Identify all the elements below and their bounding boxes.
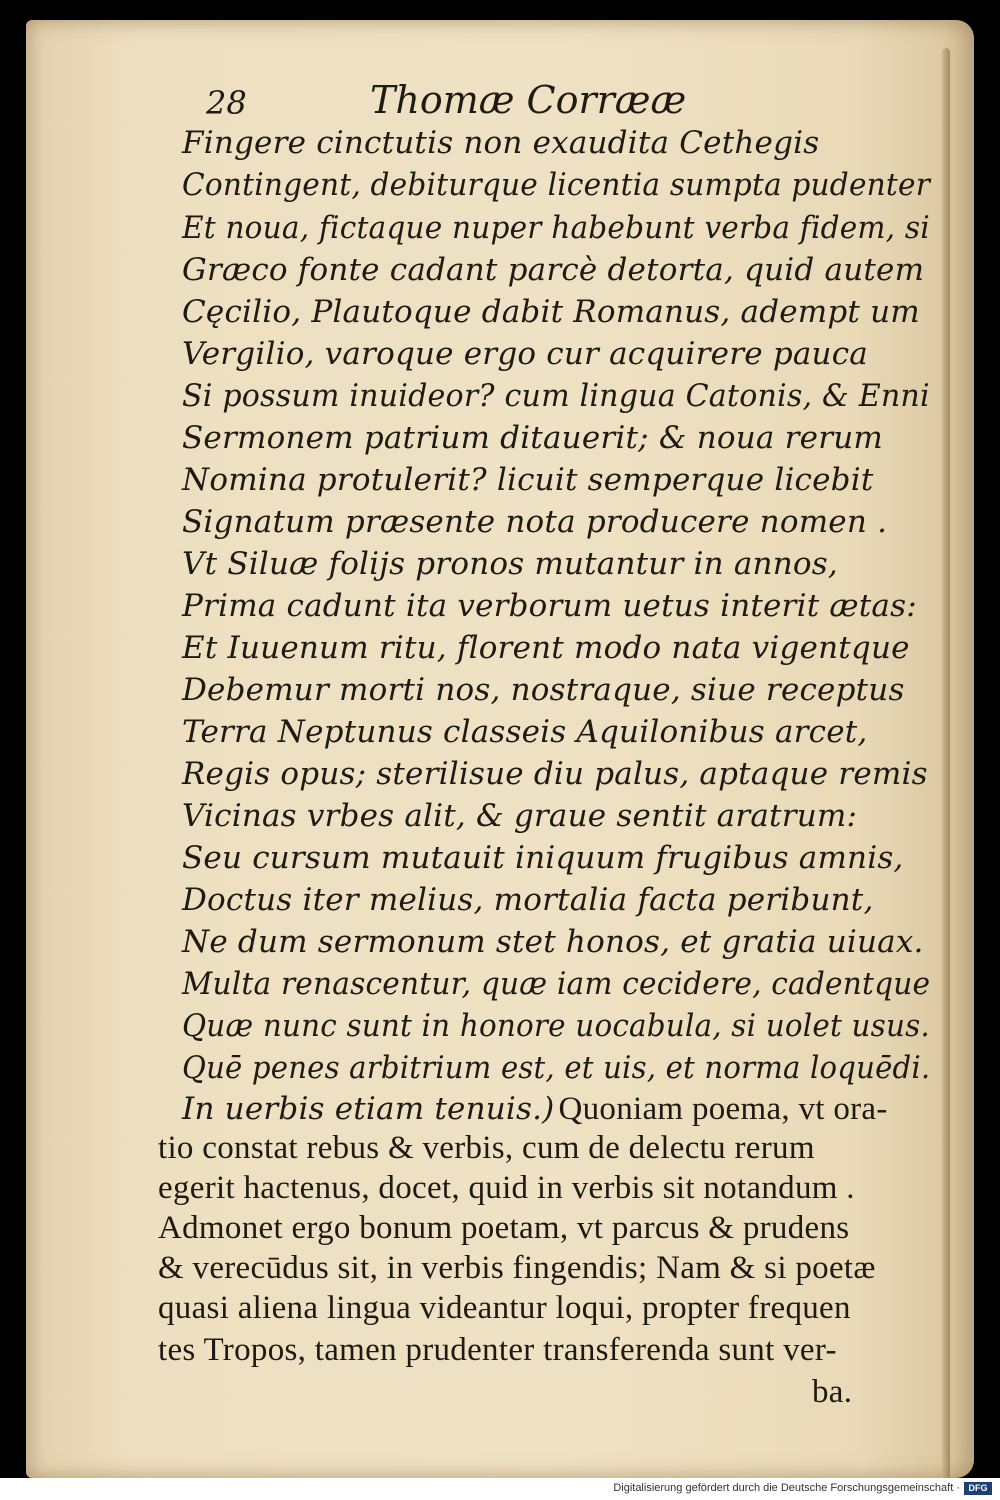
- verse-line: Græco fonte cadant parcè detorta, quid autem: [182, 252, 925, 288]
- catchword: ba.: [812, 1374, 853, 1410]
- page-number: 28: [206, 84, 247, 122]
- verse-line: Contingent, debiturque licentia sumpta pudenter: [182, 167, 931, 203]
- commentary-line: egerit hactenus, docet, quid in verbis sit notandum .: [158, 1170, 855, 1206]
- funding-credit: Digitalisierung gefördert durch die Deutsche Forschungsgemeinschaft ·: [613, 1482, 960, 1494]
- verse-line: Signatum præsente nota producere nomen .: [182, 504, 888, 540]
- verse-line: Vicinas vrbes alit, & graue sentit aratrum:: [182, 798, 858, 834]
- verse-line: Prima cadunt ita verborum uetus interit ætas:: [182, 588, 917, 624]
- verse-line: Ne dum sermonum stet honos, et gratia uiuax.: [182, 924, 924, 960]
- commentary-text: Quoniam poema, vt ora-: [558, 1091, 888, 1127]
- commentary-line: tes Tropos, tamen prudenter transferenda sunt ver-: [158, 1332, 837, 1368]
- commentary-first-line: [182, 1093, 888, 1126]
- commentary-line: & verecūdus sit, in verbis fingendis; Nam & si poetæ: [158, 1250, 876, 1286]
- commentary-line: quasi aliena lingua videantur loqui, propter frequen: [158, 1290, 851, 1326]
- verse-line: Nomina protulerit? licuit semperque licebit: [182, 462, 874, 498]
- running-head: Thomæ Corrææ: [370, 78, 687, 122]
- verse-line: Fingere cinctutis non exaudita Cethegis: [182, 125, 820, 161]
- commentary-line: Admonet ergo bonum poetam, vt parcus & prudens: [158, 1210, 850, 1246]
- verse-line: Et noua, fictaque nuper habebunt verba fidem, si: [182, 210, 930, 246]
- verse-line: Vt Siluæ folijs pronos mutantur in annos,: [182, 546, 838, 582]
- commentary-lemma: In uerbis etiam tenuis.): [182, 1091, 555, 1127]
- verse-line: Multa renascentur, quæ iam cecidere, cadentque: [182, 966, 931, 1002]
- verse-line: Sermonem patrium ditauerit; & noua rerum: [182, 420, 883, 456]
- verse-line: Et Iuuenum ritu, florent modo nata vigentque: [182, 630, 910, 666]
- verse-line: Quæ nunc sunt in honore uocabula, si uolet usus.: [182, 1008, 930, 1044]
- verse-line: Debemur morti nos, nostraque, siue receptus: [182, 672, 905, 708]
- verse-line: Regis opus; sterilisue diu palus, aptaque remis: [182, 756, 928, 792]
- verse-line: Si possum inuideor? cum lingua Catonis, & Enni: [182, 378, 930, 414]
- verse-line: Doctus iter melius, mortalia facta peribunt,: [182, 882, 874, 918]
- dfg-logo: DFG: [964, 1482, 992, 1495]
- verse-line: Quē penes arbitrium est, et uis, et norma loquēdi.: [182, 1050, 931, 1086]
- digitization-footer: [0, 1478, 1000, 1500]
- verse-line: Cęcilio, Plautoque dabit Romanus, adempt um: [182, 294, 920, 330]
- commentary-line: tio constat rebus & verbis, cum de delectu rerum: [158, 1130, 815, 1166]
- verse-line: Terra Neptunus classeis Aquilonibus arcet,: [182, 714, 868, 750]
- verse-line: Vergilio, varoque ergo cur acquirere pauca: [182, 336, 868, 372]
- verse-line: Seu cursum mutauit iniquum frugibus amnis,: [182, 840, 904, 876]
